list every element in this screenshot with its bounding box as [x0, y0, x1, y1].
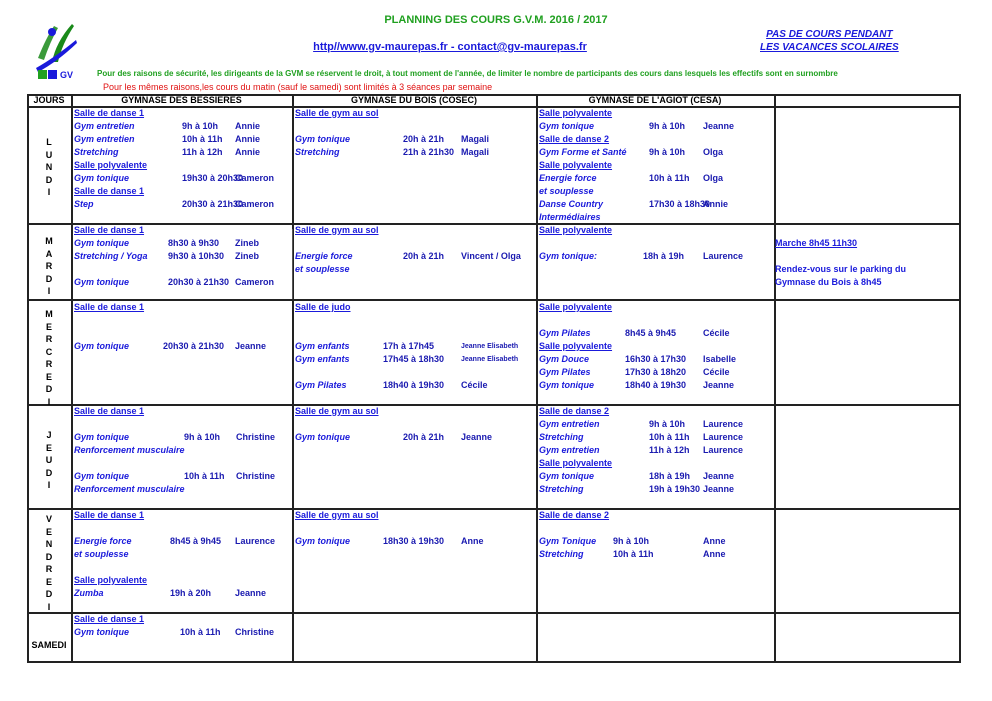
class-entry [293, 340, 536, 353]
room-name: Salle de danse 1 [74, 108, 145, 118]
day-letter: I [47, 286, 51, 296]
room-name: Salle de danse 1 [74, 225, 145, 235]
activity-name: et souplesse [295, 264, 350, 274]
class-entry [293, 314, 536, 327]
coach-name: Jeanne [703, 121, 735, 131]
walk-meeting-line2: Gymnase du Bois à 8h45 [775, 277, 882, 287]
room-label [72, 613, 292, 626]
class-entry [537, 522, 774, 535]
coach-name: Zineb [235, 251, 259, 261]
activity-name: Stretching [295, 147, 340, 157]
day-letter: I [47, 480, 51, 490]
holiday-notice [760, 28, 899, 54]
day-letter: U [45, 455, 53, 465]
activity-name: Gym tonique [74, 471, 130, 481]
day-letter: D [45, 551, 53, 562]
room-name: Salle de danse 2 [539, 134, 610, 144]
room-label [72, 185, 292, 198]
coach-name: Cameron [235, 173, 275, 183]
class-entry [72, 314, 292, 327]
class-entry [537, 172, 774, 185]
coach-name: Magali [461, 147, 490, 157]
class-entry [537, 353, 774, 366]
class-entry [537, 250, 774, 263]
class-entry [537, 198, 774, 211]
class-time: 20h à 21h [403, 134, 445, 144]
cell-lundi-bois [293, 107, 536, 223]
day-letter: E [45, 576, 52, 587]
class-entry [537, 535, 774, 548]
room-name: Salle polyvalente [539, 302, 613, 312]
day-letter: E [45, 526, 52, 537]
cell-lundi-bessieres [72, 107, 292, 223]
activity-name: Gym enfants [295, 341, 350, 351]
room-name: Salle polyvalente [539, 108, 613, 118]
coach-name: Laurence [703, 419, 744, 429]
class-time: 18h40 à 19h30 [383, 380, 445, 390]
activity-name: Energie force [74, 536, 132, 546]
class-entry [293, 120, 536, 133]
class-time: 10h à 11h [649, 432, 690, 442]
room-name: Salle de gym au sol [295, 108, 379, 118]
coach-name: Annie [235, 121, 261, 131]
day-letter: D [45, 467, 53, 478]
coach-name: Zineb [235, 238, 259, 248]
day-letter: N [45, 539, 53, 549]
class-time: 8h30 à 9h30 [168, 238, 220, 248]
class-time: 10h à 11h [649, 173, 690, 183]
room-label [293, 509, 536, 522]
room-name: Salle polyvalente [539, 225, 613, 235]
coach-name: Annie [235, 134, 261, 144]
class-time: 17h45 à 18h30 [383, 354, 445, 364]
activity-name: Stretching [539, 432, 584, 442]
room-name: Salle de danse 2 [539, 406, 610, 416]
activity-name: Energie force [295, 251, 353, 261]
coach-name: Annie [703, 199, 729, 209]
room-label [293, 301, 536, 314]
room-label [537, 159, 774, 172]
class-entry [72, 522, 292, 535]
activity-name: Gym tonique [539, 121, 595, 131]
activity-name: Gym Pilates [539, 328, 591, 338]
activity-name: Gym entretien [539, 445, 600, 455]
website-link[interactable]: http//www.gv-maurepas.fr - contact@gv-maurepas.fr [313, 41, 587, 53]
room-label [537, 133, 774, 146]
activity-name: Stretching [539, 549, 584, 559]
coach-name: Jeanne [235, 588, 267, 598]
coach-name: Olga [703, 173, 724, 183]
day-letter: E [45, 371, 52, 382]
activity-name: et souplesse [539, 186, 594, 196]
activity-name: Zumba [74, 588, 104, 598]
activity-name: Energie force [539, 173, 597, 183]
coach-name: Jeanne [703, 380, 735, 390]
activity-name: Gym entretien [74, 134, 135, 144]
class-entry [72, 561, 292, 574]
day-letter: D [45, 589, 53, 599]
class-time: 19h à 19h30 [649, 484, 701, 494]
room-label [72, 509, 292, 522]
class-entry [72, 327, 292, 340]
class-entry [537, 431, 774, 444]
day-letter: M [45, 236, 53, 246]
class-time: 8h45 à 9h45 [625, 328, 677, 338]
class-entry [293, 535, 536, 548]
activity-name: Gym entretien [539, 419, 600, 429]
activity-name: Gym tonique [74, 173, 130, 183]
class-entry [72, 133, 292, 146]
class-entry [72, 483, 292, 496]
holiday-notice-line1: PAS DE COURS PENDANT [766, 29, 893, 40]
coach-name: Olga [703, 147, 724, 157]
activity-name: Stretching / Yoga [74, 251, 148, 261]
class-entry [293, 418, 536, 431]
coach-name: Jeanne Elisabeth [461, 343, 519, 350]
room-name: Salle de danse 1 [74, 406, 145, 416]
page-title: PLANNING DES COURS G.V.M. 2016 / 2017 [384, 14, 608, 26]
activity-name: Gym tonique [295, 432, 351, 442]
class-entry [293, 146, 536, 159]
class-time: 19h30 à 20h30 [182, 173, 244, 183]
room-name: Salle de judo [295, 302, 351, 312]
class-entry [72, 444, 292, 457]
day-lundi [27, 136, 71, 199]
svg-text:GV: GV [60, 70, 74, 80]
activity-name: Gym tonique: [539, 251, 597, 261]
class-entry [72, 250, 292, 263]
class-entry [293, 263, 536, 276]
class-entry [293, 522, 536, 535]
activity-name: Renforcement musculaire [74, 445, 185, 455]
activity-name: Gym tonique [295, 134, 351, 144]
room-label [72, 107, 292, 120]
activity-name: Renforcement musculaire [74, 484, 185, 494]
class-entry [72, 120, 292, 133]
class-entry [537, 237, 774, 250]
class-time: 19h à 20h [170, 588, 212, 598]
day-jeudi [27, 429, 71, 492]
activity-name: Gym tonique [539, 380, 595, 390]
day-letter: J [46, 430, 52, 440]
room-name: Salle de danse 2 [539, 510, 610, 520]
coach-name: Cameron [235, 199, 275, 209]
class-time: 20h à 21h [403, 251, 445, 261]
class-time: 18h30 à 19h30 [383, 536, 445, 546]
day-letter: U [45, 149, 53, 160]
class-time: 18h à 19h [649, 471, 691, 481]
activity-name: Gym tonique [539, 471, 595, 481]
room-name: Salle polyvalente [539, 160, 613, 170]
day-letter: R [45, 564, 53, 574]
room-label [537, 340, 774, 353]
coach-name: Annie [235, 147, 261, 157]
class-entry [537, 548, 774, 561]
coach-name: Laurence [703, 432, 744, 442]
day-letter: R [45, 334, 53, 344]
coach-name: Jeanne [703, 484, 735, 494]
class-entry [72, 626, 292, 639]
class-entry [537, 366, 774, 379]
class-time: 10h à 11h [613, 549, 654, 559]
room-name: Salle polyvalente [74, 575, 148, 585]
coach-name: Magali [461, 134, 490, 144]
day-letter: A [45, 248, 53, 259]
room-label [72, 574, 292, 587]
class-time: 10h à 11h [184, 471, 225, 481]
class-entry [537, 185, 774, 198]
class-entry [293, 327, 536, 340]
class-entry [537, 146, 774, 159]
class-time: 9h à 10h [649, 121, 686, 131]
class-entry [537, 314, 774, 327]
activity-name: Gym tonique [74, 341, 130, 351]
activity-name: Gym Douce [539, 354, 590, 364]
day-letter: C [45, 346, 53, 357]
coach-name: Christine [235, 627, 275, 637]
class-entry [293, 353, 536, 366]
class-time: 18h40 à 19h30 [625, 380, 687, 390]
class-time: 11h à 12h [182, 147, 223, 157]
room-label [72, 301, 292, 314]
day-letter: I [47, 396, 51, 407]
room-label [537, 224, 774, 237]
activity-name: Danse Country [539, 199, 604, 209]
room-label [72, 224, 292, 237]
day-letter: E [45, 442, 52, 453]
coach-name: Christine [236, 432, 276, 442]
activity-name: Intermédiaires [539, 212, 601, 222]
class-time: 20h30 à 21h30 [182, 199, 244, 209]
activity-name: Gym tonique [295, 536, 351, 546]
class-entry [72, 172, 292, 185]
room-label [537, 107, 774, 120]
class-entry [72, 276, 292, 289]
class-entry [72, 418, 292, 431]
class-time: 9h30 à 10h30 [168, 251, 225, 261]
grid-vline [959, 94, 961, 663]
class-entry [72, 237, 292, 250]
cell-mardi-extra [775, 237, 959, 289]
activity-name: Gym tonique [74, 277, 130, 287]
class-time: 9h à 10h [182, 121, 219, 131]
class-time: 21h à 21h30 [403, 147, 455, 157]
header-jours: JOURS [33, 95, 65, 105]
class-entry [293, 431, 536, 444]
class-time: 11h à 12h [649, 445, 690, 455]
coach-name: Jeanne [461, 432, 493, 442]
class-entry [537, 120, 774, 133]
cell-lundi-agiot [537, 107, 774, 223]
coach-name: Christine [236, 471, 276, 481]
coach-name: Jeanne [235, 341, 267, 351]
room-label [293, 405, 536, 418]
class-entry [293, 250, 536, 263]
class-entry [72, 548, 292, 561]
holiday-notice-line2: LES VACANCES SCOLAIRES [760, 42, 899, 53]
activity-name: Step [74, 199, 94, 209]
activity-name: Stretching [539, 484, 584, 494]
class-time: 10h à 11h [180, 627, 221, 637]
class-time: 9h à 10h [649, 419, 686, 429]
class-entry [72, 263, 292, 276]
day-samedi: SAMEDI [31, 640, 67, 650]
room-name: Salle polyvalente [539, 341, 613, 351]
day-letter: D [45, 174, 53, 185]
class-entry [72, 535, 292, 548]
day-mardi [27, 235, 71, 298]
room-label [293, 224, 536, 237]
room-label [537, 509, 774, 522]
coach-name: Anne [703, 549, 726, 559]
class-entry [537, 483, 774, 496]
class-entry [293, 379, 536, 392]
activity-name: Gym tonique [74, 238, 130, 248]
walk-schedule: Marche 8h45 11h30 [775, 238, 858, 248]
class-entry [537, 444, 774, 457]
class-time: 20h30 à 21h30 [168, 277, 230, 287]
day-letter: R [45, 359, 53, 369]
room-name: Salle polyvalente [74, 160, 148, 170]
day-letter: I [47, 187, 51, 197]
class-entry [537, 470, 774, 483]
activity-name: Gym entretien [74, 121, 135, 131]
day-vendredi [27, 513, 71, 613]
grid-vline [774, 94, 776, 663]
coach-name: Jeanne Elisabeth [461, 356, 519, 363]
activity-name: et souplesse [74, 549, 129, 559]
activity-name: Stretching [74, 147, 119, 157]
room-label [72, 405, 292, 418]
class-entry [72, 457, 292, 470]
activity-name: Gym Pilates [295, 380, 347, 390]
coach-name: Cécile [703, 367, 730, 377]
class-entry [72, 587, 292, 600]
class-time: 10h à 11h [182, 134, 223, 144]
room-label [72, 159, 292, 172]
class-entry [537, 327, 774, 340]
header-bois: GYMNASE DU BOIS (COSEC) [350, 95, 477, 105]
coach-name: Cameron [235, 277, 275, 287]
room-name: Salle polyvalente [539, 458, 613, 468]
class-entry [72, 198, 292, 211]
room-label [537, 301, 774, 314]
class-entry [293, 133, 536, 146]
coach-name: Anne [703, 536, 726, 546]
coach-name: Laurence [703, 445, 744, 455]
header-agiot: GYMNASE DE L'AGIOT (CESA) [588, 95, 722, 105]
class-time: 16h30 à 17h30 [625, 354, 687, 364]
class-time: 8h45 à 9h45 [170, 536, 222, 546]
class-time: 17h30 à 18h30 [649, 199, 711, 209]
activity-name: Gym Pilates [539, 367, 591, 377]
class-time: 20h à 21h [403, 432, 445, 442]
room-name: Salle de gym au sol [295, 225, 379, 235]
schedule-table [27, 94, 961, 663]
coach-name: Cécile [703, 328, 730, 338]
class-entry [293, 366, 536, 379]
class-entry [72, 146, 292, 159]
day-letter: E [45, 321, 52, 332]
coach-name: Isabelle [703, 354, 737, 364]
room-name: Salle de gym au sol [295, 406, 379, 416]
day-letter: L [46, 137, 52, 147]
day-letter: I [47, 601, 51, 612]
class-entry [537, 418, 774, 431]
day-letter: M [45, 309, 53, 319]
class-time: 18h à 19h [643, 251, 685, 261]
safety-notice: Pour des raisons de sécurité, les dirigeants de la GVM se réservent le droit, à tout moment de l'année, de limiter le nombre de participants des cours dans lesquels les effectifs sont en surnombre [97, 69, 838, 78]
day-letter: V [45, 514, 52, 524]
class-time: 20h30 à 21h30 [163, 341, 225, 351]
day-letter: R [45, 261, 53, 271]
room-name: Salle de danse 1 [74, 302, 145, 312]
class-time: 9h à 10h [184, 432, 221, 442]
activity-name: Gym Forme et Santé [539, 147, 627, 157]
grid-hline [27, 661, 961, 663]
coach-name: Laurence [235, 536, 276, 546]
room-label [537, 457, 774, 470]
class-time: 17h30 à 18h20 [625, 367, 687, 377]
coach-name: Laurence [703, 251, 744, 261]
coach-name: Jeanne [703, 471, 735, 481]
class-entry [72, 470, 292, 483]
room-name: Salle de danse 1 [74, 614, 145, 624]
class-entry [293, 237, 536, 250]
coach-name: Vincent / Olga [461, 251, 521, 261]
class-entry [72, 431, 292, 444]
room-name: Salle de gym au sol [295, 510, 379, 520]
coach-name: Anne [461, 536, 484, 546]
class-time: 9h à 10h [649, 147, 686, 157]
coach-name: Cécile [461, 380, 488, 390]
room-name: Salle de danse 1 [74, 186, 145, 196]
activity-name: Gym enfants [295, 354, 350, 364]
activity-name: Gym tonique [74, 432, 130, 442]
class-entry [537, 211, 774, 224]
class-time: 17h à 17h45 [383, 341, 435, 351]
room-label [293, 107, 536, 120]
walk-meeting-line1: Rendez-vous sur le parking du [775, 264, 907, 274]
class-entry [537, 379, 774, 392]
activity-name: Gym tonique [74, 627, 130, 637]
day-letter: D [45, 384, 53, 394]
room-label [537, 405, 774, 418]
header-bessieres: GYMNASE DES BESSIERES [121, 95, 242, 105]
day-letter: N [45, 162, 53, 172]
class-time: 9h à 10h [613, 536, 650, 546]
room-name: Salle de danse 1 [74, 510, 145, 520]
day-letter: D [45, 273, 53, 284]
morning-limit-notice: Pour les mêmes raisons,les cours du matin (sauf le samedi) sont limités à 3 séances par semaine [103, 82, 493, 92]
activity-name: Gym Tonique [539, 536, 597, 546]
day-mercredi [27, 308, 71, 408]
class-entry [72, 340, 292, 353]
